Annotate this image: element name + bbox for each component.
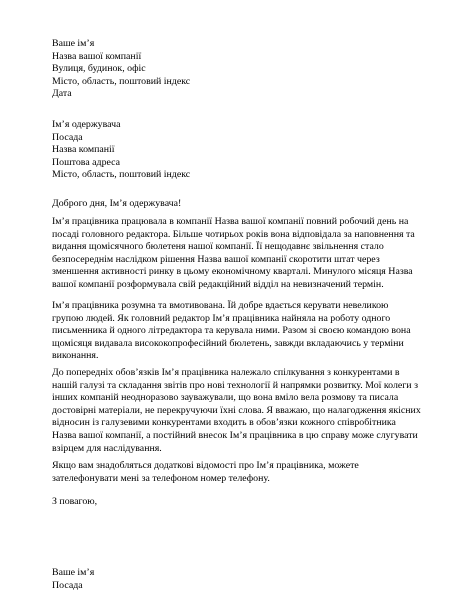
paragraph-line: зателефонувати мені за телефоном номер телефону. bbox=[52, 472, 270, 484]
paragraph-line: взірцем для наслідування. bbox=[52, 442, 162, 454]
body-paragraph-1 bbox=[52, 216, 414, 292]
sender-name: Ваше ім’я bbox=[52, 38, 95, 49]
closing bbox=[52, 496, 422, 509]
paragraph-line: виконання. bbox=[52, 350, 99, 362]
paragraph-line: вашої компанії розформувала свій редакційний відділ на невизначений термін. bbox=[52, 278, 384, 290]
paragraph-line: нашій галузі та складання звітів про нові технології й напрямки розвитку. Мої колеги з bbox=[52, 379, 418, 391]
recipient-postal-address: Поштова адреса bbox=[52, 156, 121, 168]
signature-name: Ваше ім’я bbox=[52, 567, 95, 578]
body-paragraph-3 bbox=[52, 367, 421, 455]
paragraph-line: групою людей. Як головний редактор Ім’я працівника найняла на роботу одного bbox=[52, 312, 391, 324]
paragraph-line: зменшення активності ринку в цьому економічному кварталі. Минулого місяця Назва bbox=[52, 266, 413, 278]
recipient-address-block bbox=[52, 119, 422, 182]
paragraph-line: щомісяця видавала висококопрофесійний бюлетень, завжди вкладаючись у терміни bbox=[52, 337, 404, 349]
sender-company: Назва вашої компанії bbox=[52, 50, 142, 62]
closing-text: З повагою, bbox=[52, 496, 98, 507]
recipient-name: Ім’я одержувача bbox=[52, 119, 121, 130]
paragraph-line: інших компаній неодноразово зауважували, що вона вміло вела розмову та писала bbox=[52, 392, 399, 404]
paragraph-line: Якщо вам знадобляться додаткові відомості про Ім’я працівника, можете bbox=[52, 460, 359, 471]
recipient-company: Назва компанії bbox=[52, 144, 115, 156]
greeting bbox=[52, 198, 422, 211]
paragraph-line: відносин із галузевими конкурентами входить в обов’язки кожного співробітника bbox=[52, 417, 396, 429]
recipient-title: Посада bbox=[52, 131, 83, 143]
sender-date: Дата bbox=[52, 88, 72, 100]
greeting-text: Доброго дня, Ім’я одержувача! bbox=[52, 198, 182, 209]
sender-address-block bbox=[52, 38, 422, 101]
signature-block bbox=[52, 567, 422, 592]
paragraph-line: видання щомісячного бюлетеня нашої компанії. Її нещодавнє звільнення стало bbox=[52, 241, 384, 253]
paragraph-line: безпосереднім наслідком рішення Назва вашої компанії скоротити штат через bbox=[52, 253, 380, 265]
recipient-city: Місто, область, поштовий індекс bbox=[52, 169, 191, 181]
sender-street: Вулиця, будинок, офіс bbox=[52, 63, 146, 75]
body-paragraph-4 bbox=[52, 460, 414, 485]
sender-city: Місто, область, поштовий індекс bbox=[52, 75, 191, 87]
paragraph-line: посаді головного редактора. Більше чотирьох років вона відповідала за наповнення та bbox=[52, 228, 415, 240]
paragraph-line: Ім’я працівника працювала в компанії Назва вашої компанії повний робочий день на bbox=[52, 216, 409, 227]
paragraph-line: До попередніх обов’язків Ім’я працівника належало спілкування з конкурентами в bbox=[52, 367, 400, 378]
signature-title: Посада bbox=[52, 579, 83, 591]
paragraph-line: Назва вашої компанії, а постійний внесок Ім’я працівника в цю справу може слугувати bbox=[52, 429, 418, 441]
paragraph-line: достовірні матеріали, не перекручуючи їхні слова. Я вважаю, що налагодження якісних bbox=[52, 404, 421, 416]
paragraph-line: письменника й одного літредактора та керувала ними. Разом зі своєю командою вона bbox=[52, 325, 411, 337]
body-paragraph-2 bbox=[52, 300, 414, 363]
paragraph-line: Ім’я працівника розумна та вмотивована. Їй добре вдається керувати невеликою bbox=[52, 300, 389, 311]
